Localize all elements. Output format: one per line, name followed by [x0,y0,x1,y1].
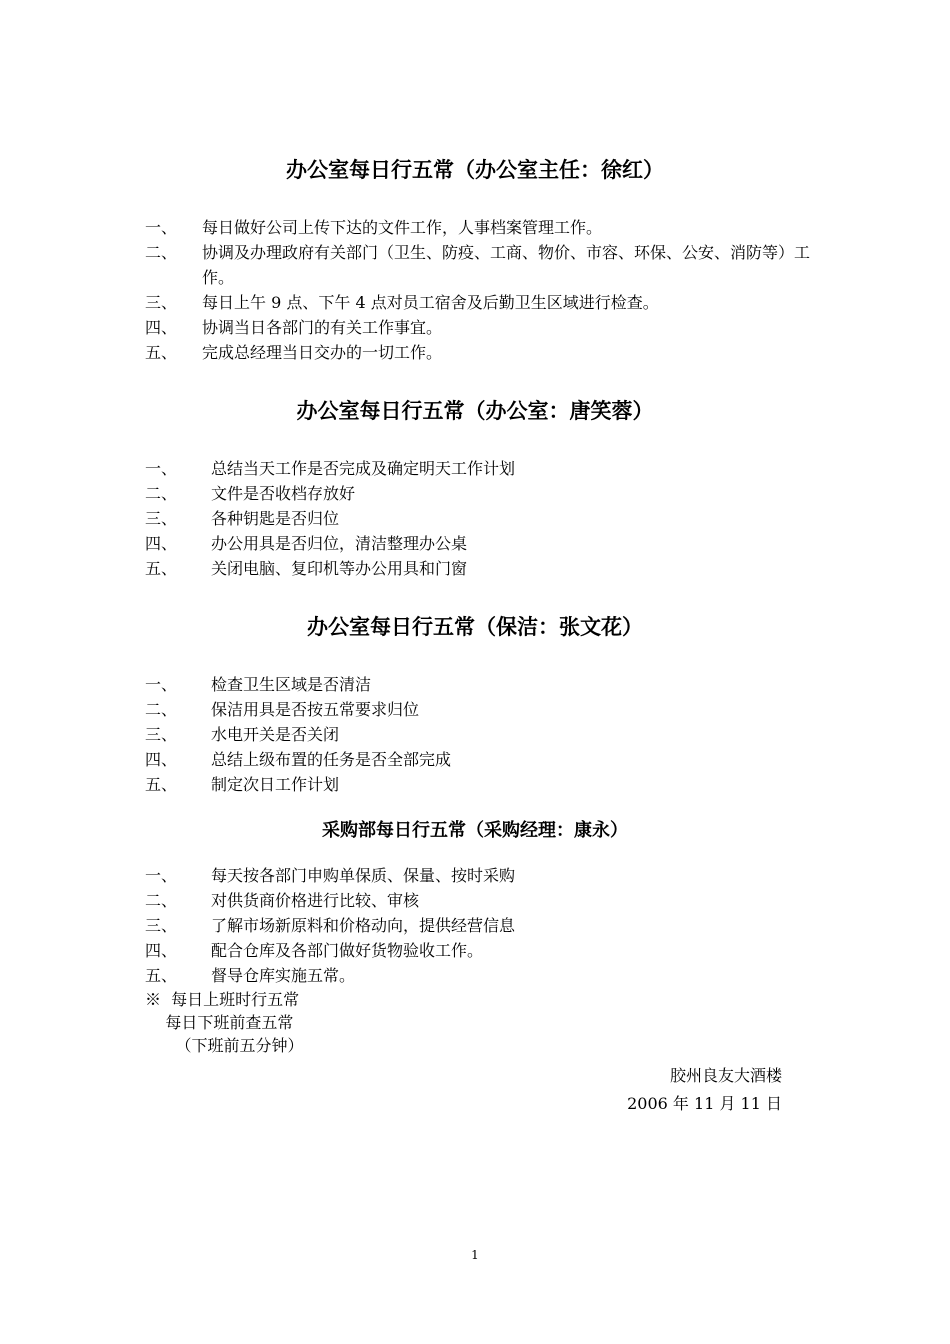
list-item: 五、 督导仓库实施五常。 [145,966,356,985]
note-line: 每日下班前查五常 [145,1013,294,1032]
list-item: 五、 制定次日工作计划 [145,775,340,794]
section-4-list [145,863,825,988]
list-item: 二、 对供货商价格进行比较、审核 [145,891,420,910]
section-4-title: 采购部每日行五常（采购经理：康永） [322,820,628,841]
section-3-list [145,672,825,797]
list-item: 五、 完成总经理当日交办的一切工作。 [145,343,443,362]
note-block [145,988,304,1057]
list-item: 一、 每日做好公司上传下达的文件工作，人事档案管理工作。 [145,218,603,237]
signature-date: 2006 年 11 月 11 日 [627,1094,782,1113]
list-item: 一、 每天按各部门申购单保质、保量、按时采购 [145,866,516,885]
list-item: 三、 每日上午 9 点、下午 4 点对员工宿舍及后勤卫生区域进行检查。 [145,293,659,312]
company-name: 胶州良友大酒楼 [669,1066,782,1085]
list-item: 二、 协调及办理政府有关部门（卫生、防疫、工商、物价、市容、环保、公安、消防等）工作。 [145,243,811,287]
section-3-title: 办公室每日行五常（保洁：张文花） [307,615,643,639]
list-item: 二、 保洁用具是否按五常要求归位 [145,700,420,719]
list-item: 四、 配合仓库及各部门做好货物验收工作。 [145,941,484,960]
note-line: （下班前五分钟） [145,1036,304,1055]
list-item: 三、 各种钥匙是否归位 [145,509,340,528]
list-item: 三、 水电开关是否关闭 [145,725,340,744]
list-item: 二、 文件是否收档存放好 [145,484,356,503]
list-item: 四、 办公用具是否归位，清洁整理办公桌 [145,534,468,553]
signature-block [627,1062,782,1118]
section-1-title: 办公室每日行五常（办公室主任：徐红） [286,158,664,182]
list-item: 一、 总结当天工作是否完成及确定明天工作计划 [145,459,516,478]
note-line: ※ 每日上班时行五常 [145,990,300,1009]
list-item: 三、 了解市场新原料和价格动向，提供经营信息 [145,916,516,935]
list-item: 五、 关闭电脑、复印机等办公用具和门窗 [145,559,468,578]
list-item: 四、 总结上级布置的任务是否全部完成 [145,750,452,769]
section-1-list [145,215,825,365]
page-number: 1 [471,1248,479,1262]
section-2-list [145,456,825,581]
list-item: 一、 检查卫生区域是否清洁 [145,675,372,694]
list-item: 四、 协调当日各部门的有关工作事宜。 [145,318,443,337]
section-2-title: 办公室每日行五常（办公室：唐笑蓉） [296,399,654,423]
